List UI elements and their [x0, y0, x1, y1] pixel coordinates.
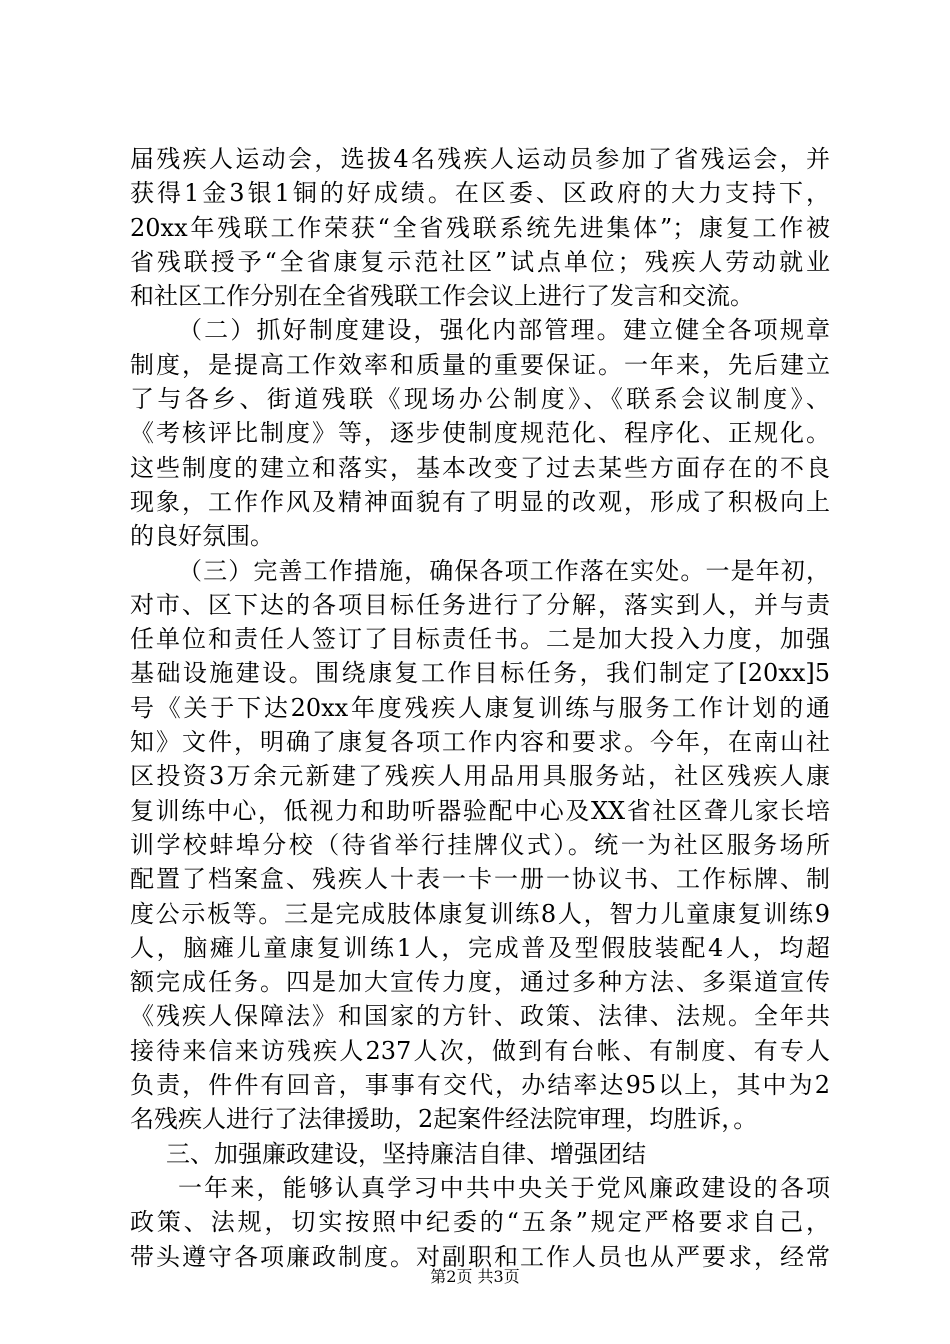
text-line: 《考核评比制度》等，逐步使制度规范化、程序化、正规化。: [130, 419, 830, 448]
text-line: 度公示板等。三是完成肢体康复训练8人，智力儿童康复训练9: [130, 899, 830, 928]
text-line: 区投资3万余元新建了残疾人用品用具服务站，社区残疾人康: [130, 762, 830, 791]
text-line: （三）完善工作措施，确保各项工作落在实处。一是年初，: [178, 556, 830, 585]
text-line: 带头遵守各项廉政制度。对副职和工作人员也从严要求，经常: [130, 1242, 830, 1271]
paragraph-integrity: [130, 1171, 830, 1274]
text-line: 号《关于下达20xx年度残疾人康复训练与服务工作计划的通: [130, 693, 830, 722]
text-line: 名残疾人进行了法律援助，2起案件经法院审理，均胜诉，。: [130, 1105, 758, 1134]
text-line: 省残联授予“全省康复示范社区”试点单位；残疾人劳动就业: [130, 247, 830, 276]
text-line: 的良好氛围。: [130, 522, 274, 551]
text-line: （二）抓好制度建设，强化内部管理。建立健全各项规章: [178, 316, 830, 345]
text-line: 届残疾人运动会，选拔4名残疾人运动员参加了省残运会，并: [130, 145, 830, 173]
text-line: 这些制度的建立和落实，基本改变了过去某些方面存在的不良: [130, 453, 830, 482]
text-line: 接待来信来访残疾人237人次，做到有台帐、有制度、有专人: [130, 1036, 830, 1065]
text-line: 训学校蚌埠分校（待省举行挂牌仪式）。统一为社区服务场所: [130, 830, 830, 859]
text-line: 获得1金3银1铜的好成绩。在区委、区政府的大力支持下，: [130, 179, 830, 208]
page-footer: [0, 1267, 950, 1287]
text-line: 了与各乡、街道残联《现场办公制度》、《联系会议制度》、: [130, 385, 830, 414]
text-line: 复训练中心，低视力和助听器验配中心及XX省社区聋儿家长培: [130, 796, 830, 825]
text-line: 制度，是提高工作效率和质量的重要保证。一年来，先后建立: [130, 350, 830, 379]
text-line: 对市、区下达的各项目标任务进行了分解，落实到人，并与责: [130, 590, 830, 619]
document-body: [130, 142, 830, 1274]
text-line: 政策、法规，切实按照中纪委的“五条”规定严格要求自己，: [130, 1208, 830, 1237]
text-line: 额完成任务。四是加大宣传力度，通过多种方法、多渠道宣传: [130, 968, 830, 997]
text-line: 一年来，能够认真学习中共中央关于党风廉政建设的各项: [178, 1173, 830, 1202]
text-line: 人，脑瘫儿童康复训练1人，完成普及型假肢装配4人，均超: [130, 933, 830, 962]
page-number: 第2页 共3页: [430, 1267, 520, 1286]
text-line: 三、加强廉政建设，坚持廉洁自律、增强团结: [166, 1139, 646, 1168]
text-line: 和社区工作分别在全省残联工作会议上进行了发言和交流。: [130, 282, 754, 311]
section-heading-integrity: [130, 1137, 830, 1171]
text-line: 现象，工作作风及精神面貌有了明显的改观，形成了积极向上: [130, 487, 830, 516]
text-line: 基础设施建设。围绕康复工作目标任务，我们制定了[20xx]5: [130, 659, 830, 688]
text-line: 知》文件，明确了康复各项工作内容和要求。今年，在南山社: [130, 728, 830, 757]
paragraph-work-measures: [130, 554, 830, 1137]
text-line: 负责，件件有回音，事事有交代，办结率达95以上，其中为2: [130, 1071, 830, 1100]
paragraph-achievements: [130, 142, 830, 313]
text-line: 任单位和责任人签订了目标责任书。二是加大投入力度，加强: [130, 625, 830, 654]
text-line: 20xx年残联工作荣获“全省残联系统先进集体”；康复工作被: [130, 213, 830, 242]
text-line: 《残疾人保障法》和国家的方针、政策、法律、法规。全年共: [130, 1002, 830, 1031]
text-line: 配置了档案盒、残疾人十表一卡一册一协议书、工作标牌、制: [130, 865, 830, 894]
paragraph-system-building: [130, 313, 830, 553]
